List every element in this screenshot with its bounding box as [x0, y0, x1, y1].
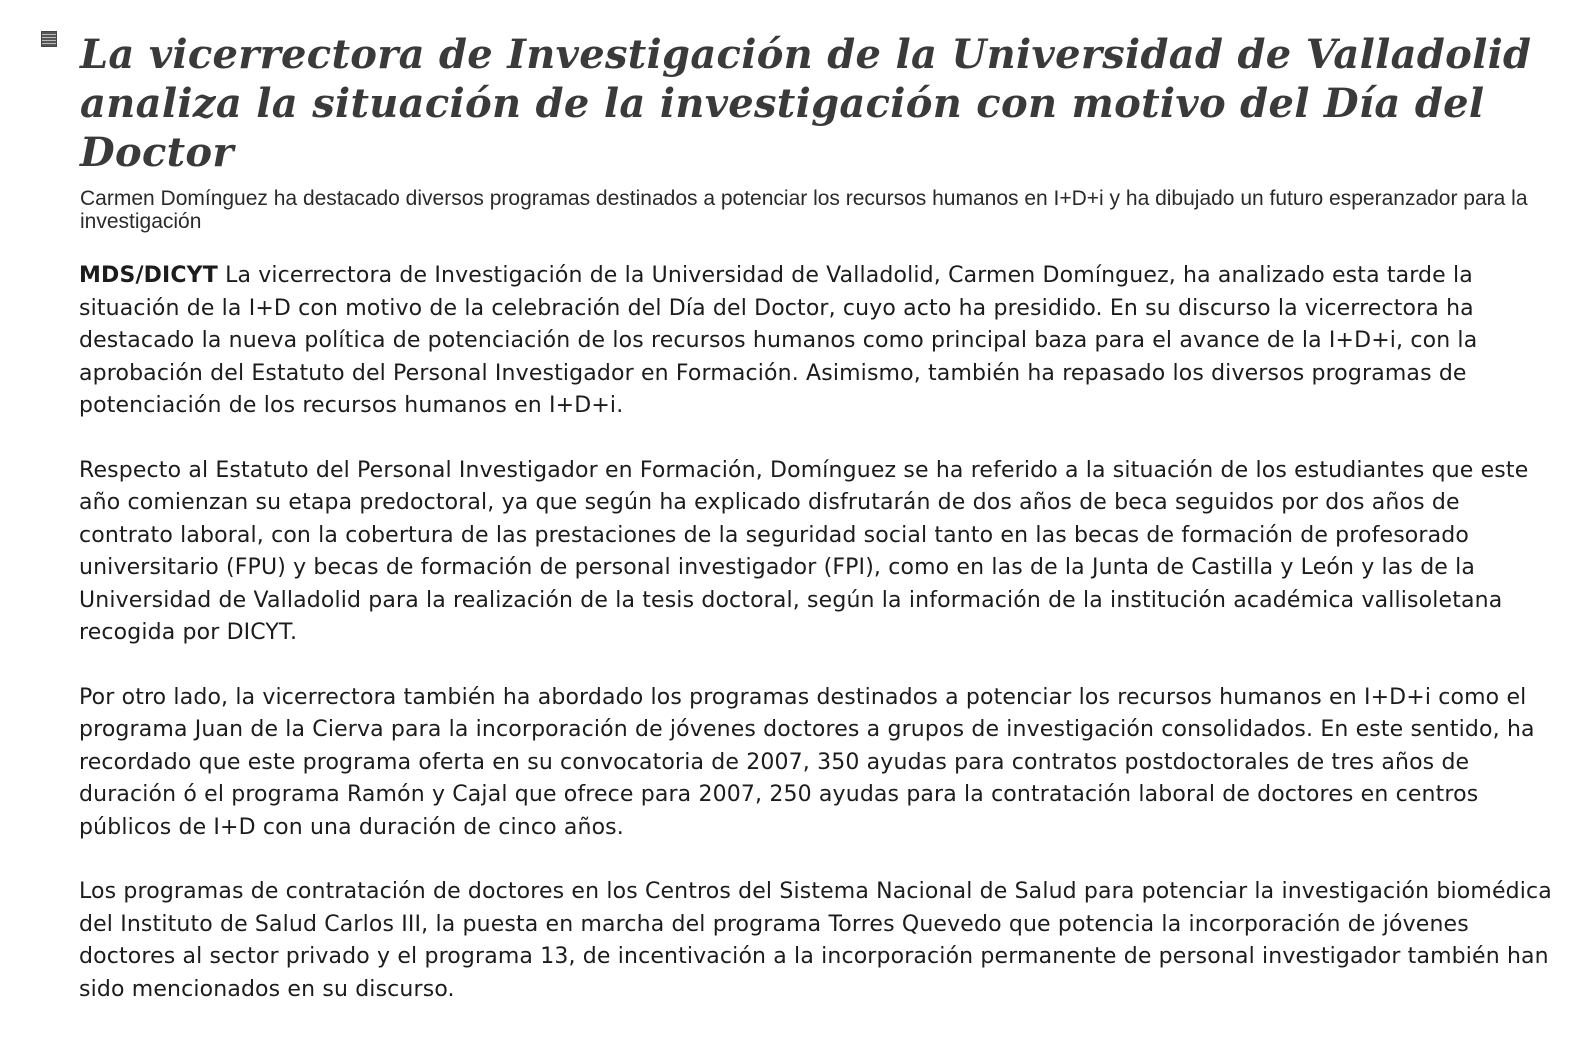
square-bullet-icon [41, 31, 57, 47]
article-source: MDS/DICYT [79, 263, 218, 288]
article-paragraph-1 [79, 260, 1554, 423]
article-subtitle: Carmen Domínguez ha destacado diversos programas destinados a potenciar los recursos humanos en I+D+i y ha dibujado un futuro esperanzador para la investigación [80, 187, 1528, 233]
paragraph-text: La vicerrectora de Investigación de la Universidad de Valladolid, Carmen Domínguez, ha analizado esta tarde la situación de la I+D con motivo de la celebración del Día del Doctor, cuyo acto ha presidido. En su discurso la vicerrectora ha destacado la nueva política de potenciación de los recursos humanos como principal baza para el avance de la I+D+i, con la aprobación del Estatuto del Personal Investigador en Formación. Asimismo, también ha repasado los diversos programas de potenciación de los recursos humanos en I+D+i. [79, 263, 1478, 418]
article-body [79, 260, 1554, 1038]
article-paragraph-2: Respecto al Estatuto del Personal Investigador en Formación, Domínguez se ha referido a la situación de los estudiantes que este año comienzan su etapa predoctoral, ya que según ha explicado disfrutarán de dos años de beca seguidos por dos años de contrato laboral, con la cobertura de las prestaciones de la seguridad social tanto en las becas de formación de profesorado universitario (FPU) y becas de formación de personal investigador (FPI), como en las de la Junta de Castilla y León y las de la Universidad de Valladolid para la realización de la tesis doctoral, según la información de la institución académica vallisoletana recogida por DICYT. [79, 457, 1529, 645]
article-paragraph-3: Por otro lado, la vicerrectora también ha abordado los programas destinados a potenciar los recursos humanos en I+D+i como el programa Juan de la Cierva para la incorporación de jóvenes doctores a grupos de investigación consolidados. En este sentido, ha recordado que este programa oferta en su convocatoria de 2007, 350 ayudas para contratos postdoctorales de tres años de duración ó el programa Ramón y Cajal que ofrece para 2007, 250 ayudas para la contratación laboral de doctores en centros públicos de I+D con una duración de cinco años. [79, 684, 1535, 840]
article-headline: La vicerrectora de Investigación de la Universidad de Valladolid analiza la situación de la investigación con motivo del Día del Doctor [80, 31, 1532, 176]
article-paragraph-4: Los programas de contratación de doctores en los Centros del Sistema Nacional de Salud para potenciar la investigación biomédica del Instituto de Salud Carlos III, la puesta en marcha del programa Torres Quevedo que potencia la incorporación de jóvenes doctores al sector privado y el programa 13, de incentivación a la incorporación permanente de personal investigador también han sido mencionados en su discurso. [79, 879, 1552, 1002]
